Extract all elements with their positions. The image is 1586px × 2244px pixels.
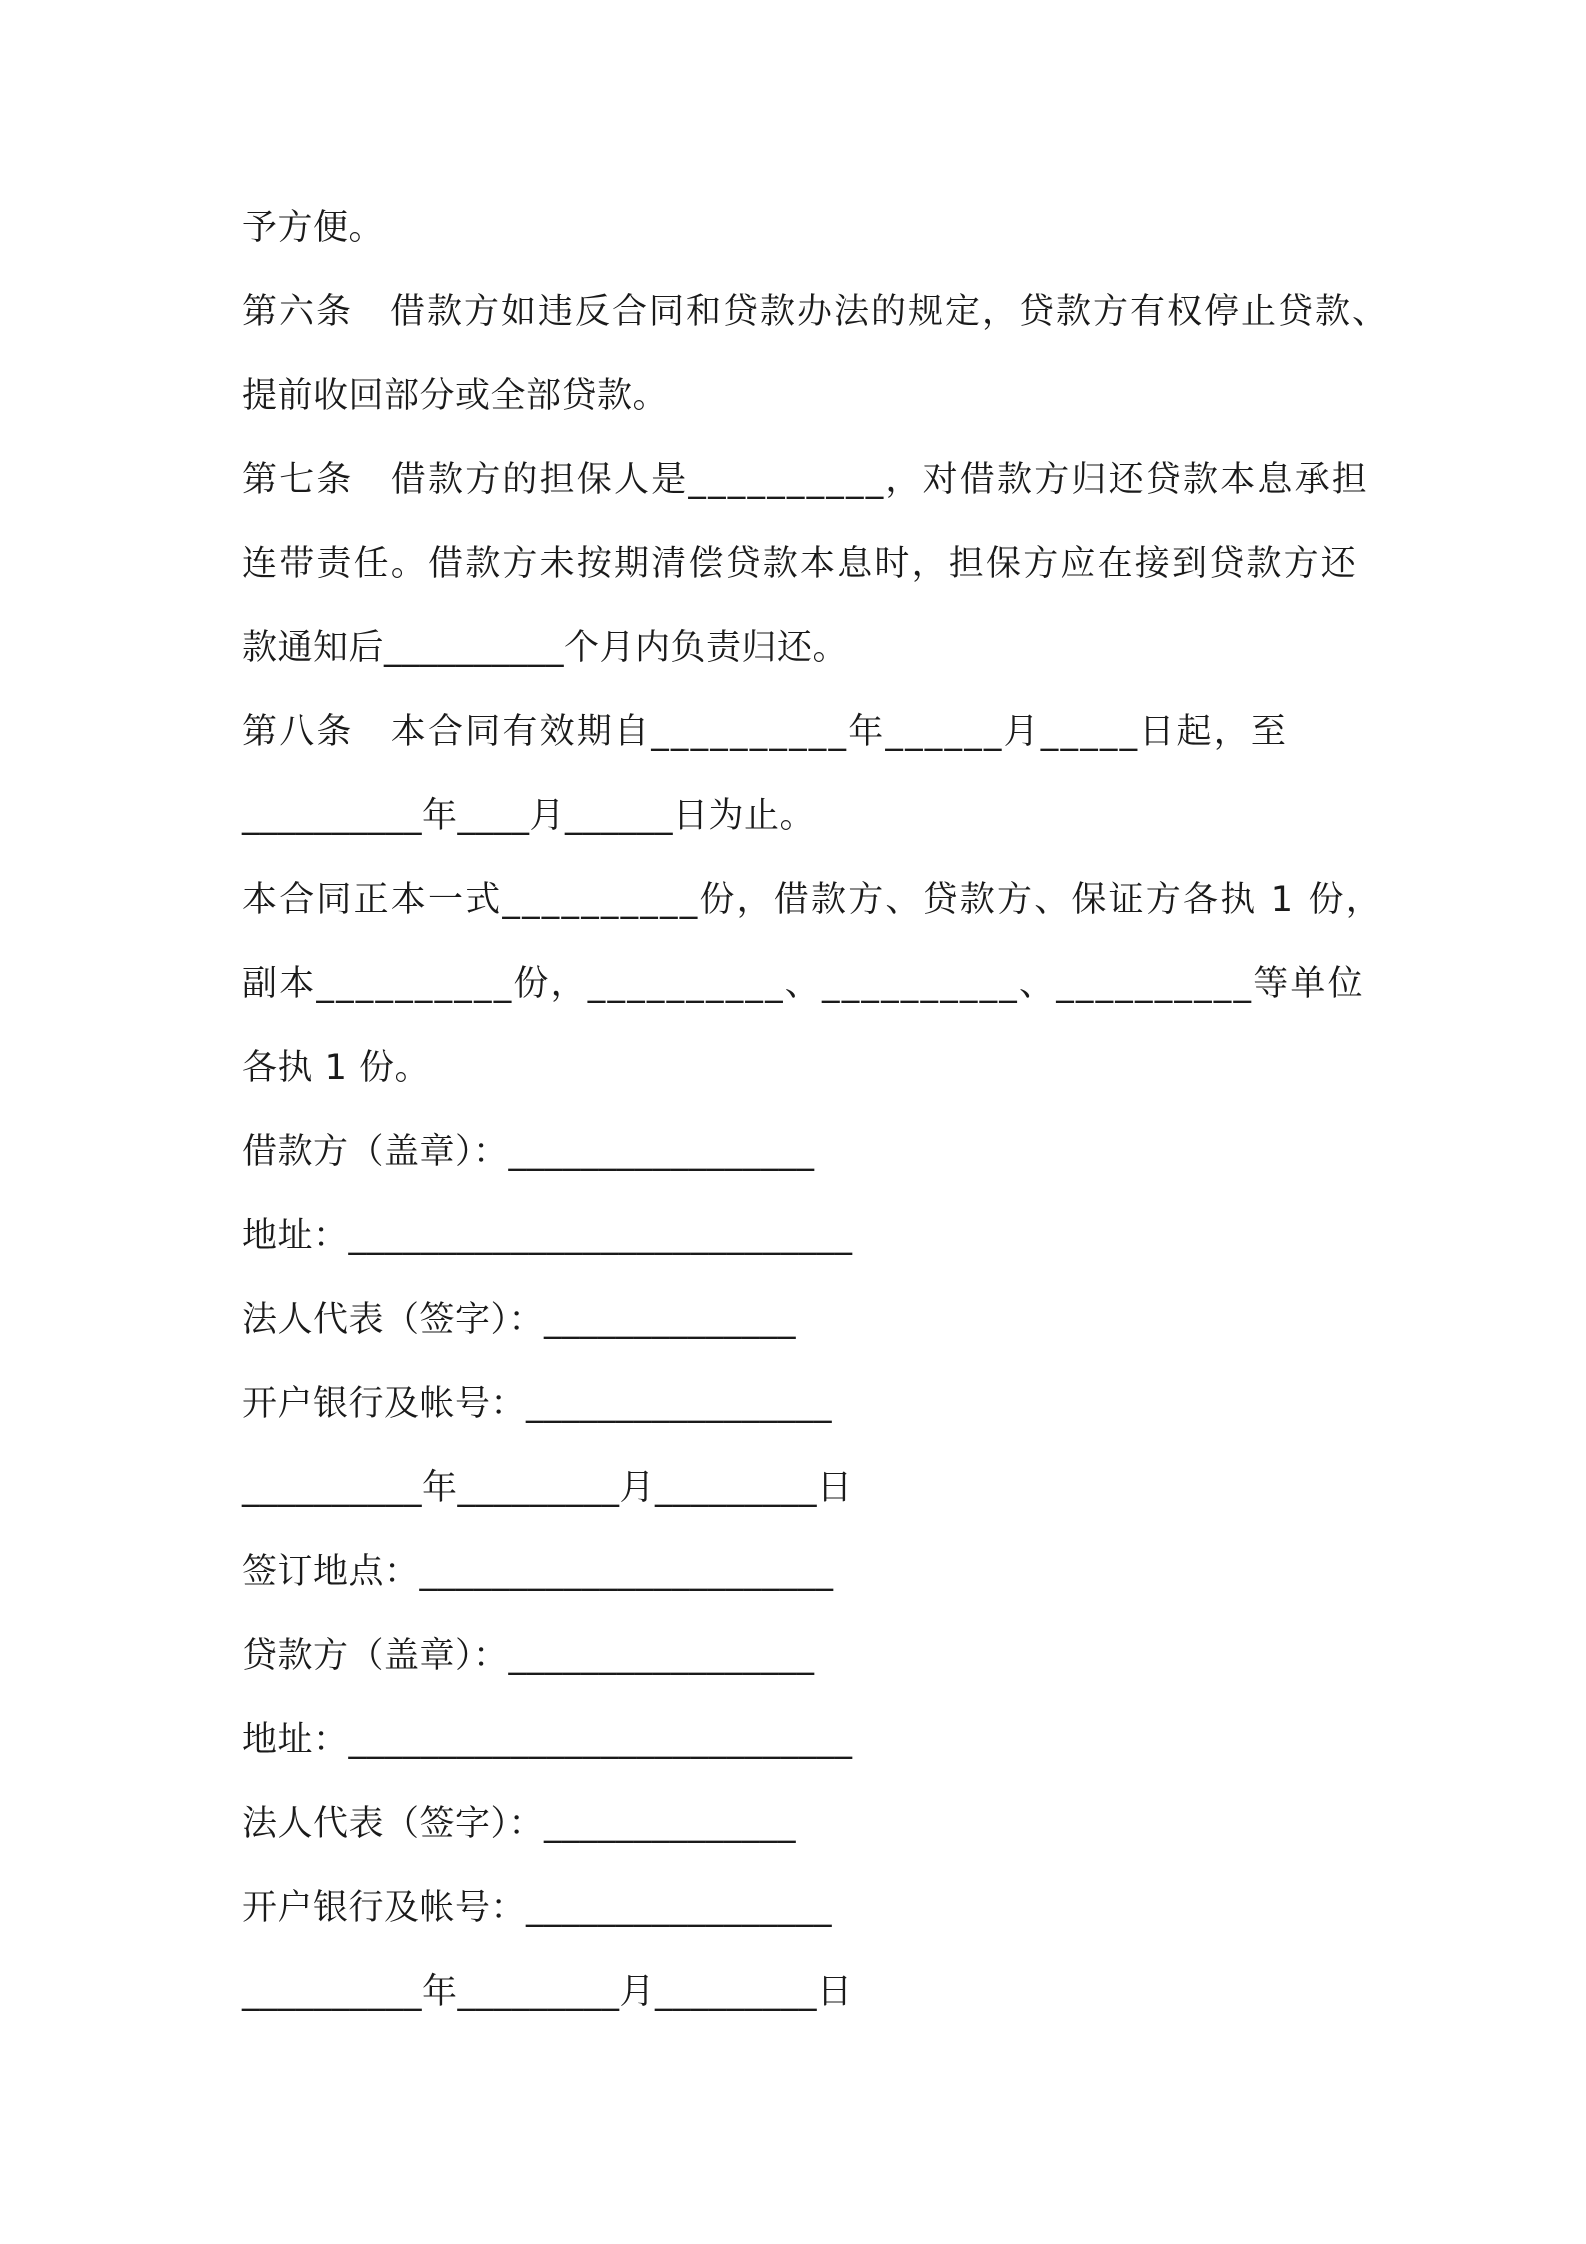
- article-7-line-1: 第七条 借款方的担保人是__________，对借款方归还贷款本息承担: [242, 460, 1370, 500]
- borrower-date-field: __________年_________月_________日: [242, 1468, 853, 1508]
- article-8-line-1: 第八条 本合同有效期自__________年______月_____日起，至: [242, 712, 1289, 752]
- copies-line-3: 各执 1 份。: [242, 1048, 431, 1088]
- signing-place-field: 签订地点：_______________________: [242, 1552, 834, 1592]
- article-8-line-2: __________年____月______日为止。: [242, 796, 816, 836]
- lender-legal-rep-field: 法人代表（签字）：______________: [242, 1804, 797, 1844]
- document-page: [242, 0, 1392, 2244]
- borrower-bank-account-field: 开户银行及帐号：_________________: [242, 1384, 833, 1424]
- lender-date-field: __________年_________月_________日: [242, 1972, 853, 2012]
- lender-bank-account-field: 开户银行及帐号：_________________: [242, 1888, 833, 1928]
- copies-line-2: 副本__________份，__________、__________、__________等单位: [242, 964, 1365, 1004]
- borrower-address-field: 地址：____________________________: [242, 1216, 853, 1256]
- text-line-continuation: 予方便。: [242, 208, 385, 248]
- lender-address-field: 地址：____________________________: [242, 1720, 853, 1760]
- lender-seal-field: 贷款方（盖章）：_________________: [242, 1636, 815, 1676]
- article-6-line-1: 第六条 借款方如违反合同和贷款办法的规定，贷款方有权停止贷款、: [242, 292, 1390, 332]
- article-7-line-2: 连带责任。借款方未按期清偿贷款本息时，担保方应在接到贷款方还: [242, 544, 1359, 584]
- copies-line-1: 本合同正本一式__________份，借款方、贷款方、保证方各执 1 份，: [242, 880, 1383, 920]
- borrower-legal-rep-field: 法人代表（签字）：______________: [242, 1300, 797, 1340]
- article-7-line-3: 款通知后__________个月内负责归还。: [242, 628, 849, 668]
- article-6-line-2: 提前收回部分或全部贷款。: [242, 376, 669, 416]
- borrower-seal-field: 借款方（盖章）：_________________: [242, 1132, 815, 1172]
